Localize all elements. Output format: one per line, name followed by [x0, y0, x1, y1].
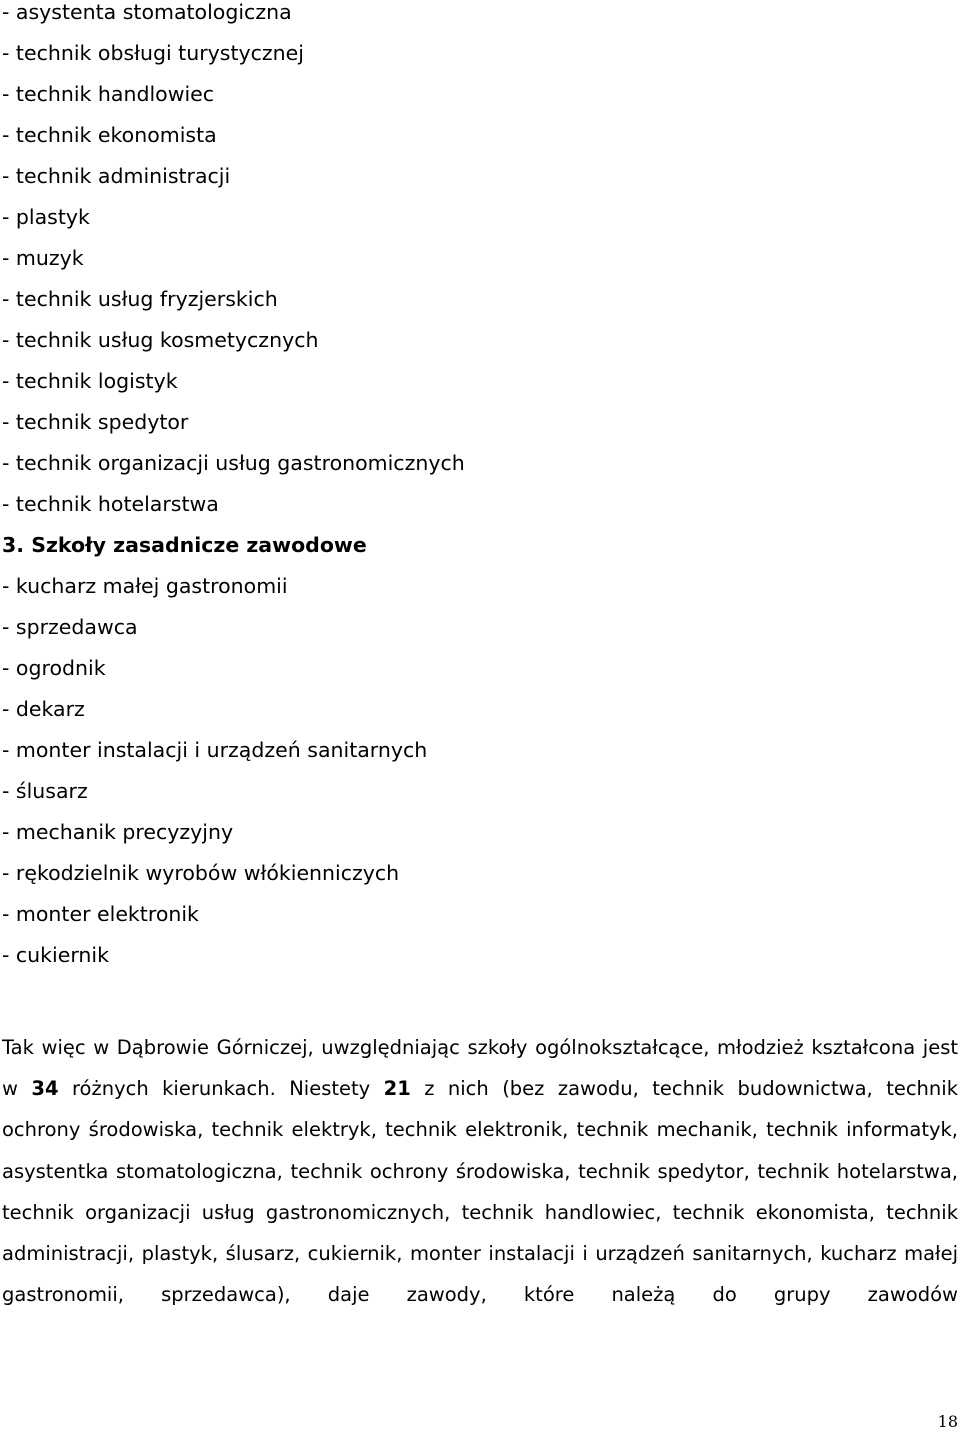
list-item: - technik handlowiec	[2, 82, 215, 106]
list-item: - technik logistyk	[2, 369, 178, 393]
list-item: - ślusarz	[2, 779, 88, 803]
paragraph-text: różnych kierunkach. Niestety	[58, 1077, 384, 1101]
list-item: - sprzedawca	[2, 615, 138, 639]
list-item: - monter elektronik	[2, 902, 199, 926]
list-item: - technik ekonomista	[2, 123, 217, 147]
list-item: - cukiernik	[2, 943, 109, 967]
paragraph-text: Tak więc w Dąbrowie Górniczej, uwzględniając szkoły ogólnokształcące, młodzież kształcona jest w	[2, 1036, 958, 1101]
list-item: - dekarz	[2, 697, 85, 721]
list-item: - technik obsługi turystycznej	[2, 41, 304, 65]
section-heading: 3. Szkoły zasadnicze zawodowe	[2, 533, 367, 557]
list-item: - kucharz małej gastronomii	[2, 574, 288, 598]
list-item: - technik organizacji usług gastronomicznych	[2, 451, 465, 475]
count-missing: 21	[383, 1077, 411, 1101]
list-item: - rękodzielnik wyrobów włókienniczych	[2, 861, 400, 885]
page-number: 18	[937, 1412, 958, 1431]
count-total: 34	[31, 1077, 59, 1101]
list-item: - technik spedytor	[2, 410, 189, 434]
profession-list	[2, 0, 952, 984]
list-item: - technik usług fryzjerskich	[2, 287, 278, 311]
list-item: - technik usług kosmetycznych	[2, 328, 319, 352]
paragraph-text: z nich (bez zawodu, technik budownictwa, technik ochrony środowiska, technik elektryk, technik elektronik, technik mechanik, technik informatyk, asystentka stomatologiczna, technik ochrony środowiska, technik spedytor, technik hotelarstwa, technik organizacji usług gastronomicznych, technik handlowiec, technik ekonomista, technik administracji, plastyk, ślusarz, cukiernik, monter instalacji i urządzeń sanitarnych, kucharz małej gastronomii, sprzedawca), daje zawody, które należą do grupy zawodów	[2, 1077, 958, 1307]
summary-paragraph	[2, 1027, 958, 1315]
list-item: - technik hotelarstwa	[2, 492, 219, 516]
list-item: - monter instalacji i urządzeń sanitarnych	[2, 738, 428, 762]
list-item: - plastyk	[2, 205, 90, 229]
list-item: - technik administracji	[2, 164, 231, 188]
list-item: - ogrodnik	[2, 656, 106, 680]
list-item: - mechanik precyzyjny	[2, 820, 234, 844]
list-item: - asystenta stomatologiczna	[2, 0, 292, 24]
list-item: - muzyk	[2, 246, 84, 270]
